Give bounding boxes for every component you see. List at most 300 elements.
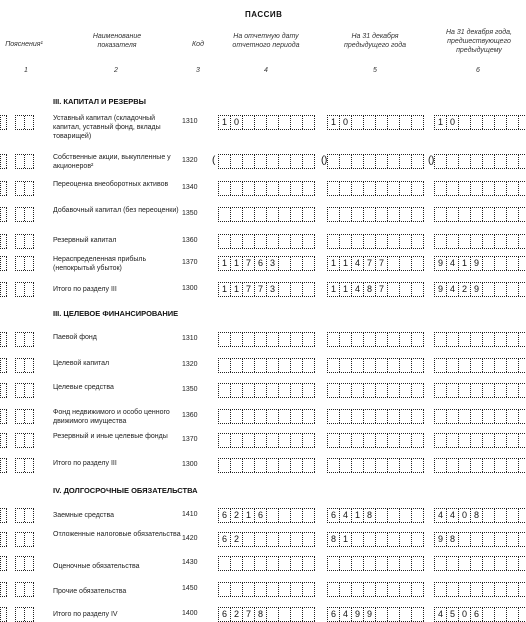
digit-box: 4: [435, 608, 447, 621]
digit-box: [388, 283, 400, 296]
digit-box: [25, 208, 34, 221]
explanation-cell[interactable]: [0, 115, 7, 130]
digit-box: [340, 208, 352, 221]
value-cell-v2[interactable]: [327, 433, 424, 448]
explanation-cell[interactable]: [15, 607, 34, 622]
digit-box: [519, 583, 526, 596]
value-cell-v3[interactable]: [434, 433, 526, 448]
value-cell-v3[interactable]: [434, 256, 526, 271]
explanation-cell[interactable]: [15, 458, 34, 473]
digit-box: [25, 235, 34, 248]
row-name: Собственные акции, выкупленные у акционеров²: [53, 154, 171, 170]
digit-box: [447, 459, 459, 472]
digit-box: [1, 410, 7, 423]
value-cell-v2[interactable]: [327, 358, 424, 373]
digit-box: [400, 509, 412, 522]
digit-box: [376, 533, 388, 546]
row-name: Резервный и иные целевые фонды: [53, 433, 168, 440]
digit-box: [352, 155, 364, 168]
digit-box: [340, 459, 352, 472]
digit-box: [219, 155, 231, 168]
digit-box: [435, 384, 447, 397]
digit-box: 0: [459, 509, 471, 522]
digit-box: 5: [447, 608, 459, 621]
explanation-cell[interactable]: [15, 256, 34, 271]
digit-box: 2: [459, 283, 471, 296]
digit-box: 4: [340, 608, 352, 621]
digit-box: [471, 384, 483, 397]
digit-box: [243, 359, 255, 372]
explanation-cell[interactable]: [15, 332, 34, 347]
value-cell-v1[interactable]: [218, 582, 315, 597]
value-cell-v1[interactable]: [218, 115, 315, 130]
explanation-cell[interactable]: [0, 532, 7, 547]
header-current-date: На отчетную дату отчетного периода: [232, 33, 300, 49]
digit-box: [435, 557, 447, 570]
digit-box: [364, 235, 376, 248]
digit-box: [388, 235, 400, 248]
digit-box: [1, 257, 7, 270]
explanation-cell[interactable]: [0, 409, 7, 424]
value-cell-v3[interactable]: [434, 607, 526, 622]
digit-box: [400, 583, 412, 596]
open-paren: (: [321, 155, 325, 166]
value-cell-v2[interactable]: [327, 458, 424, 473]
value-cell-v1[interactable]: [218, 207, 315, 222]
digit-box: [16, 116, 25, 129]
row-code: 1450: [182, 585, 198, 592]
digit-box: [519, 359, 526, 372]
digit-box: [388, 333, 400, 346]
row-name: Итого по разделу III: [53, 286, 117, 293]
digit-box: [25, 459, 34, 472]
digit-box: [412, 557, 424, 570]
digit-box: [255, 410, 267, 423]
digit-box: [25, 283, 34, 296]
digit-box: [255, 155, 267, 168]
digit-box: 7: [364, 257, 376, 270]
digit-box: [412, 182, 424, 195]
digit-box: [483, 410, 495, 423]
digit-box: [303, 533, 315, 546]
col-number-2: 2: [114, 67, 118, 74]
value-cell-v1[interactable]: [218, 409, 315, 424]
digit-box: [400, 459, 412, 472]
row-code: 1300: [182, 461, 198, 468]
value-cell-v1[interactable]: [218, 256, 315, 271]
digit-box: [519, 533, 526, 546]
digit-box: 0: [459, 608, 471, 621]
digit-box: [352, 116, 364, 129]
row-code: 1420: [182, 535, 198, 542]
digit-box: [435, 583, 447, 596]
digit-box: [243, 434, 255, 447]
digit-box: [495, 434, 507, 447]
digit-box: [340, 557, 352, 570]
value-cell-v3[interactable]: [434, 282, 526, 297]
digit-box: [243, 583, 255, 596]
digit-box: [267, 509, 279, 522]
explanation-cell[interactable]: [15, 358, 34, 373]
digit-box: [279, 359, 291, 372]
digit-box: [1, 283, 7, 296]
digit-box: [291, 533, 303, 546]
digit-box: [376, 459, 388, 472]
value-cell-v2[interactable]: [327, 532, 424, 547]
digit-box: [25, 533, 34, 546]
value-cell-v1[interactable]: [218, 532, 315, 547]
digit-box: [400, 116, 412, 129]
digit-box: 6: [255, 257, 267, 270]
digit-box: [352, 182, 364, 195]
explanation-cell[interactable]: [15, 154, 34, 169]
digit-box: [435, 182, 447, 195]
digit-box: [328, 583, 340, 596]
digit-box: [495, 208, 507, 221]
digit-box: [483, 155, 495, 168]
value-cell-v2[interactable]: [327, 582, 424, 597]
explanation-cell[interactable]: [0, 358, 7, 373]
row-code: 1360: [182, 412, 198, 419]
digit-box: [267, 459, 279, 472]
explanation-cell[interactable]: [15, 556, 34, 571]
digit-box: [303, 608, 315, 621]
digit-box: [519, 235, 526, 248]
digit-box: [459, 235, 471, 248]
value-cell-v1[interactable]: [218, 458, 315, 473]
explanation-cell[interactable]: [15, 207, 34, 222]
digit-box: [507, 384, 519, 397]
value-cell-v2[interactable]: [327, 383, 424, 398]
explanation-cell[interactable]: [0, 154, 7, 169]
digit-box: [471, 410, 483, 423]
digit-box: [1, 359, 7, 372]
digit-box: [303, 235, 315, 248]
digit-box: [25, 557, 34, 570]
digit-box: [352, 533, 364, 546]
digit-box: [243, 533, 255, 546]
explanation-cell[interactable]: [0, 181, 7, 196]
digit-box: 3: [267, 257, 279, 270]
digit-box: [303, 509, 315, 522]
value-cell-v3[interactable]: [434, 181, 526, 196]
digit-box: [435, 208, 447, 221]
digit-box: 4: [340, 509, 352, 522]
digit-box: [459, 557, 471, 570]
digit-box: [25, 583, 34, 596]
value-cell-v1[interactable]: [218, 433, 315, 448]
digit-box: 8: [328, 533, 340, 546]
digit-box: [303, 182, 315, 195]
value-cell-v1[interactable]: [218, 508, 315, 523]
digit-box: [471, 359, 483, 372]
value-cell-v1[interactable]: [218, 154, 315, 169]
digit-box: [231, 384, 243, 397]
digit-box: [388, 182, 400, 195]
digit-box: [352, 557, 364, 570]
digit-box: [364, 533, 376, 546]
digit-box: [352, 583, 364, 596]
value-cell-v1[interactable]: [218, 181, 315, 196]
explanation-cell[interactable]: [15, 409, 34, 424]
digit-box: 8: [364, 509, 376, 522]
value-cell-v2[interactable]: [327, 154, 424, 169]
explanation-cell[interactable]: [15, 383, 34, 398]
value-cell-v2[interactable]: [327, 234, 424, 249]
explanation-cell[interactable]: [0, 508, 7, 523]
explanation-cell[interactable]: [0, 282, 7, 297]
digit-box: [303, 283, 315, 296]
digit-box: [255, 533, 267, 546]
digit-box: [447, 182, 459, 195]
value-cell-v3[interactable]: [434, 532, 526, 547]
value-cell-v3[interactable]: [434, 383, 526, 398]
digit-box: [340, 434, 352, 447]
digit-box: [1, 182, 7, 195]
value-cell-v3[interactable]: [434, 115, 526, 130]
digit-box: [16, 359, 25, 372]
digit-box: [303, 155, 315, 168]
value-cell-v1[interactable]: [218, 332, 315, 347]
explanation-cell[interactable]: [0, 332, 7, 347]
digit-box: 7: [243, 257, 255, 270]
digit-box: [303, 557, 315, 570]
value-cell-v3[interactable]: [434, 582, 526, 597]
row-code: 1340: [182, 184, 198, 191]
explanation-cell[interactable]: [0, 582, 7, 597]
digit-box: [507, 434, 519, 447]
digit-box: [279, 583, 291, 596]
digit-box: [267, 359, 279, 372]
value-cell-v2[interactable]: [327, 256, 424, 271]
digit-box: [376, 359, 388, 372]
value-cell-v3[interactable]: [434, 458, 526, 473]
digit-box: [471, 459, 483, 472]
value-cell-v1[interactable]: [218, 383, 315, 398]
digit-box: 1: [243, 509, 255, 522]
digit-box: [16, 257, 25, 270]
digit-box: [303, 384, 315, 397]
digit-box: [483, 235, 495, 248]
digit-box: [483, 533, 495, 546]
digit-box: [400, 434, 412, 447]
value-cell-v1[interactable]: [218, 282, 315, 297]
explanation-cell[interactable]: [15, 433, 34, 448]
digit-box: [291, 116, 303, 129]
value-cell-v3[interactable]: [434, 234, 526, 249]
digit-box: [328, 182, 340, 195]
digit-box: [267, 434, 279, 447]
row-name: Итого по разделу IV: [53, 611, 118, 618]
explanation-cell[interactable]: [0, 458, 7, 473]
digit-box: [267, 235, 279, 248]
digit-box: [400, 208, 412, 221]
digit-box: [376, 410, 388, 423]
digit-box: [519, 333, 526, 346]
digit-box: [219, 182, 231, 195]
digit-box: [519, 208, 526, 221]
digit-box: [267, 533, 279, 546]
digit-box: [519, 434, 526, 447]
digit-box: [255, 182, 267, 195]
digit-box: [459, 333, 471, 346]
digit-box: [459, 116, 471, 129]
digit-box: [364, 384, 376, 397]
digit-box: [255, 333, 267, 346]
digit-box: [279, 208, 291, 221]
value-cell-v2[interactable]: [327, 332, 424, 347]
digit-box: [303, 459, 315, 472]
digit-box: [255, 557, 267, 570]
row-name: Отложенные налоговые обязательства: [53, 531, 181, 538]
digit-box: [483, 557, 495, 570]
digit-box: 6: [328, 509, 340, 522]
digit-box: [507, 359, 519, 372]
digit-box: [352, 359, 364, 372]
value-cell-v1[interactable]: [218, 556, 315, 571]
digit-box: [376, 583, 388, 596]
value-cell-v2[interactable]: [327, 115, 424, 130]
digit-box: 4: [352, 283, 364, 296]
digit-box: 9: [364, 608, 376, 621]
digit-box: [16, 208, 25, 221]
digit-box: [231, 583, 243, 596]
digit-box: [16, 235, 25, 248]
digit-box: [231, 359, 243, 372]
digit-box: [471, 208, 483, 221]
explanation-cell[interactable]: [15, 234, 34, 249]
digit-box: [340, 333, 352, 346]
digit-box: [16, 509, 25, 522]
explanation-cell[interactable]: [0, 607, 7, 622]
digit-box: [16, 434, 25, 447]
digit-box: [483, 283, 495, 296]
digit-box: 6: [255, 509, 267, 522]
digit-box: 1: [219, 283, 231, 296]
digit-box: [291, 155, 303, 168]
digit-box: [267, 608, 279, 621]
digit-box: [495, 509, 507, 522]
value-cell-v2[interactable]: [327, 607, 424, 622]
explanation-cell[interactable]: [15, 282, 34, 297]
value-cell-v2[interactable]: [327, 556, 424, 571]
explanation-cell[interactable]: [15, 532, 34, 547]
value-cell-v1[interactable]: [218, 234, 315, 249]
digit-box: [219, 583, 231, 596]
digit-box: [483, 208, 495, 221]
explanation-cell[interactable]: [15, 115, 34, 130]
value-cell-v3[interactable]: [434, 409, 526, 424]
digit-box: [255, 459, 267, 472]
digit-box: [303, 333, 315, 346]
digit-box: [447, 208, 459, 221]
digit-box: [352, 384, 364, 397]
digit-box: [519, 410, 526, 423]
value-cell-v1[interactable]: [218, 358, 315, 373]
explanation-cell[interactable]: [0, 207, 7, 222]
digit-box: [471, 333, 483, 346]
value-cell-v2[interactable]: [327, 181, 424, 196]
explanation-cell[interactable]: [15, 181, 34, 196]
digit-box: [1, 208, 7, 221]
digit-box: [364, 333, 376, 346]
digit-box: [471, 583, 483, 596]
value-cell-v3[interactable]: [434, 358, 526, 373]
row-name: Заемные средства: [53, 512, 115, 519]
digit-box: [483, 434, 495, 447]
value-cell-v1[interactable]: [218, 607, 315, 622]
digit-box: [495, 459, 507, 472]
explanation-cell[interactable]: [0, 556, 7, 571]
value-cell-v3[interactable]: [434, 556, 526, 571]
row-code: 1370: [182, 259, 198, 266]
value-cell-v2[interactable]: [327, 409, 424, 424]
digit-box: [495, 410, 507, 423]
digit-box: [435, 155, 447, 168]
digit-box: [231, 182, 243, 195]
explanation-cell[interactable]: [0, 433, 7, 448]
digit-box: [495, 333, 507, 346]
digit-box: [483, 116, 495, 129]
digit-box: [459, 583, 471, 596]
digit-box: [519, 155, 526, 168]
digit-box: [25, 384, 34, 397]
digit-box: [483, 583, 495, 596]
digit-box: [25, 257, 34, 270]
digit-box: [447, 583, 459, 596]
value-cell-v2[interactable]: [327, 207, 424, 222]
digit-box: [291, 359, 303, 372]
digit-box: [328, 235, 340, 248]
digit-box: [376, 182, 388, 195]
digit-box: [267, 333, 279, 346]
explanation-cell[interactable]: [0, 383, 7, 398]
digit-box: [400, 235, 412, 248]
digit-box: [412, 434, 424, 447]
explanation-cell[interactable]: [0, 256, 7, 271]
value-cell-v3[interactable]: [434, 332, 526, 347]
digit-box: 2: [231, 533, 243, 546]
col-number-4: 4: [264, 67, 268, 74]
digit-box: [388, 410, 400, 423]
digit-box: [291, 257, 303, 270]
explanation-cell[interactable]: [15, 582, 34, 597]
digit-box: [400, 182, 412, 195]
digit-box: [376, 208, 388, 221]
digit-box: 9: [471, 283, 483, 296]
digit-box: [495, 557, 507, 570]
value-cell-v3[interactable]: [434, 154, 526, 169]
value-cell-v3[interactable]: [434, 207, 526, 222]
digit-box: 1: [340, 283, 352, 296]
digit-box: [447, 333, 459, 346]
digit-box: 9: [471, 257, 483, 270]
digit-box: [447, 384, 459, 397]
digit-box: 1: [340, 257, 352, 270]
digit-box: [1, 155, 7, 168]
explanation-cell[interactable]: [15, 508, 34, 523]
value-cell-v3[interactable]: [434, 508, 526, 523]
digit-box: 1: [328, 283, 340, 296]
digit-box: [459, 155, 471, 168]
digit-box: [400, 257, 412, 270]
explanation-cell[interactable]: [0, 234, 7, 249]
value-cell-v2[interactable]: [327, 282, 424, 297]
digit-box: [495, 182, 507, 195]
digit-box: [364, 583, 376, 596]
value-cell-v2[interactable]: [327, 508, 424, 523]
digit-box: [495, 116, 507, 129]
